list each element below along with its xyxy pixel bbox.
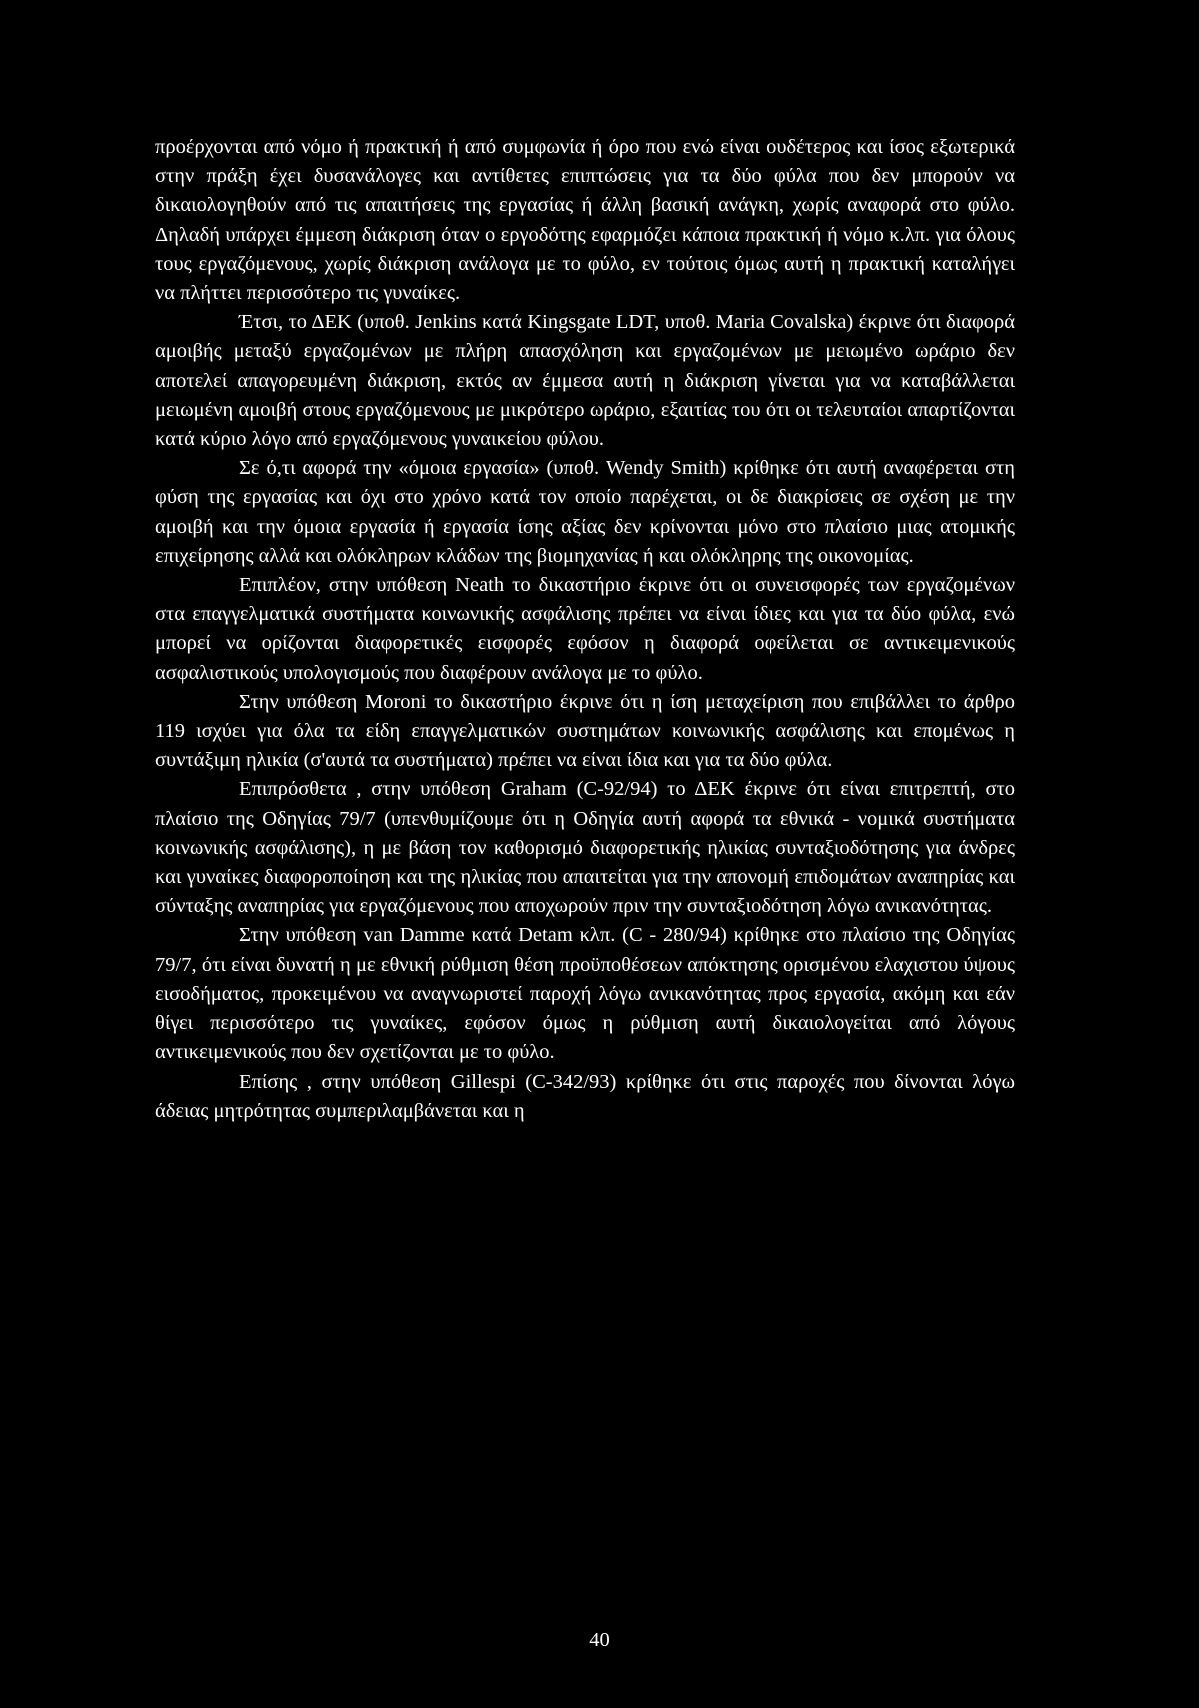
paragraph-similar-work: Σε ό,τι αφορά την «όμοια εργασία» (υποθ. Wendy Smith) κρίθηκε ότι αυτή αναφέρεται στη φύση της εργασίας και όχι στο χρόνο κατά τον οποίο παρέχεται, οι δε διακρίσεις σε σχέση με την αμοιβή και την όμοια εργασία ή εργασία ίσης αξίας δεν κρίνονται μόνο στο πλαίσιο μιας ατομικής επιχείρησης αλλά και ολόκληρων κλάδων της βιομηχανίας ή και ολόκληρης της οικονομίας. (155, 457, 1015, 567)
document-body (155, 133, 1015, 1126)
page-number: 40 (589, 1629, 610, 1651)
paragraph-neath-case: Επιπλέον, στην υπόθεση Neath το δικαστήριο έκρινε ότι οι συνεισφορές των εργαζομένων στα επαγγελματικά συστήματα κοινωνικής ασφάλισης πρέπει να είναι ίδιες και για τα δύο φύλα, ενώ μπορεί να ορίζονται διαφορετικές εισφορές εφόσον η διαφορά οφείλεται σε αντικειμενικούς ασφαλιστικούς υπολογισμούς που διαφέρουν ανάλογα με το φύλο. (155, 574, 1015, 684)
paragraph-van-damme-case: Στην υπόθεση van Damme κατά Detam κλπ. (C - 280/94) κρίθηκε στο πλαίσιο της Οδηγίας 79/7, ότι είναι δυνατή η με εθνική ρύθμιση θέση προϋποθέσεων απόκτησης ορισμένου ελαχιστου ύψους εισοδήματος, προκειμένου να αναγνωριστεί παροχή λόγω ανικανότητας προς εργασία, ακόμη και εάν θίγει περισσότερο τις γυναίκες, εφόσον όμως η ρύθμιση αυτή δικαιολογείται από λόγους αντικειμενικούς που δεν σχετίζονται με το φύλο. (155, 924, 1015, 1064)
paragraph-jenkins-case: Έτσι, το ΔΕΚ (υποθ. Jenkins κατά Kingsgate LDT, υποθ. Maria Covalska) έκρινε ότι διαφορά αμοιβής μεταξύ εργαζομένων με πλήρη απασχόληση και εργαζομένων με μειωμένο ωράριο δεν αποτελεί απαγορευμένη διάκριση, εκτός αν έμμεσα αυτή η διάκριση γίνεται για να καταβάλλεται μειωμένη αμοιβή στους εργαζόμενους με μικρότερο ωράριο, εξαιτίας του ότι οι τελευταίοι απαρτίζονται κατά κύριο λόγο από εργαζόμενους γυναικείου φύλου. (155, 311, 1015, 451)
paragraph-gillespi-case: Επίσης , στην υπόθεση Gillespi (C-342/93) κρίθηκε ότι στις παροχές που δίνονται λόγω άδειας μητρότητας συμπεριλαμβάνεται και η (155, 1070, 1015, 1122)
paragraph-graham-case: Επιπρόσθετα , στην υπόθεση Graham (C-92/94) το ΔΕΚ έκρινε ότι είναι επιτρεπτή, στο πλαίσιο της Οδηγίας 79/7 (υπενθυμίζουμε ότι η Οδηγία αυτή αφορά τα εθνικά - νομικά συστήματα κοινωνικής ασφάλισης), η με βάση τον καθορισμό διαφορετικής ηλικίας συνταξιοδότησης για άνδρες και γυναίκες διαφοροποίηση και της ηλικίας που απαιτείται για την απονομή επιδομάτων αναπηρίας και σύνταξης αναπηρίας για εργαζόμενους που αποχωρούν πριν την συνταξιοδότηση λόγω ανικανότητας. (155, 778, 1015, 918)
paragraph-moroni-case: Στην υπόθεση Moroni το δικαστήριο έκρινε ότι η ίση μεταχείριση που επιβάλλει το άρθρο 119 ισχύει για όλα τα είδη επαγγελματικών συστημάτων κοινωνικής ασφάλισης και επομένως η συντάξιμη ηλικία (σ'αυτά τα συστήματα) πρέπει να είναι ίδια και για τα δύο φύλα. (155, 690, 1015, 772)
paragraph-indirect-discrimination: προέρχονται από νόμο ή πρακτική ή από συμφωνία ή όρο που ενώ είναι ουδέτερος και ίσος εξωτερικά στην πράξη έχει δυσανάλογες και αντίθετες επιπτώσεις για τα δύο φύλα που δεν μπορούν να δικαιολογηθούν από τις απαιτήσεις της εργασίας ή άλλη βασική ανάγκη, χωρίς αναφορά στο φύλο. Δηλαδή υπάρχει έμμεση διάκριση όταν ο εργοδότης εφαρμόζει κάποια πρακτική ή νόμο κ.λπ. για όλους τους εργαζόμενους, χωρίς διάκριση ανάλογα με το φύλο, εν τούτοις όμως αυτή η πρακτική καταλήγει να πλήττει περισσότερο τις γυναίκες. (155, 136, 1015, 305)
